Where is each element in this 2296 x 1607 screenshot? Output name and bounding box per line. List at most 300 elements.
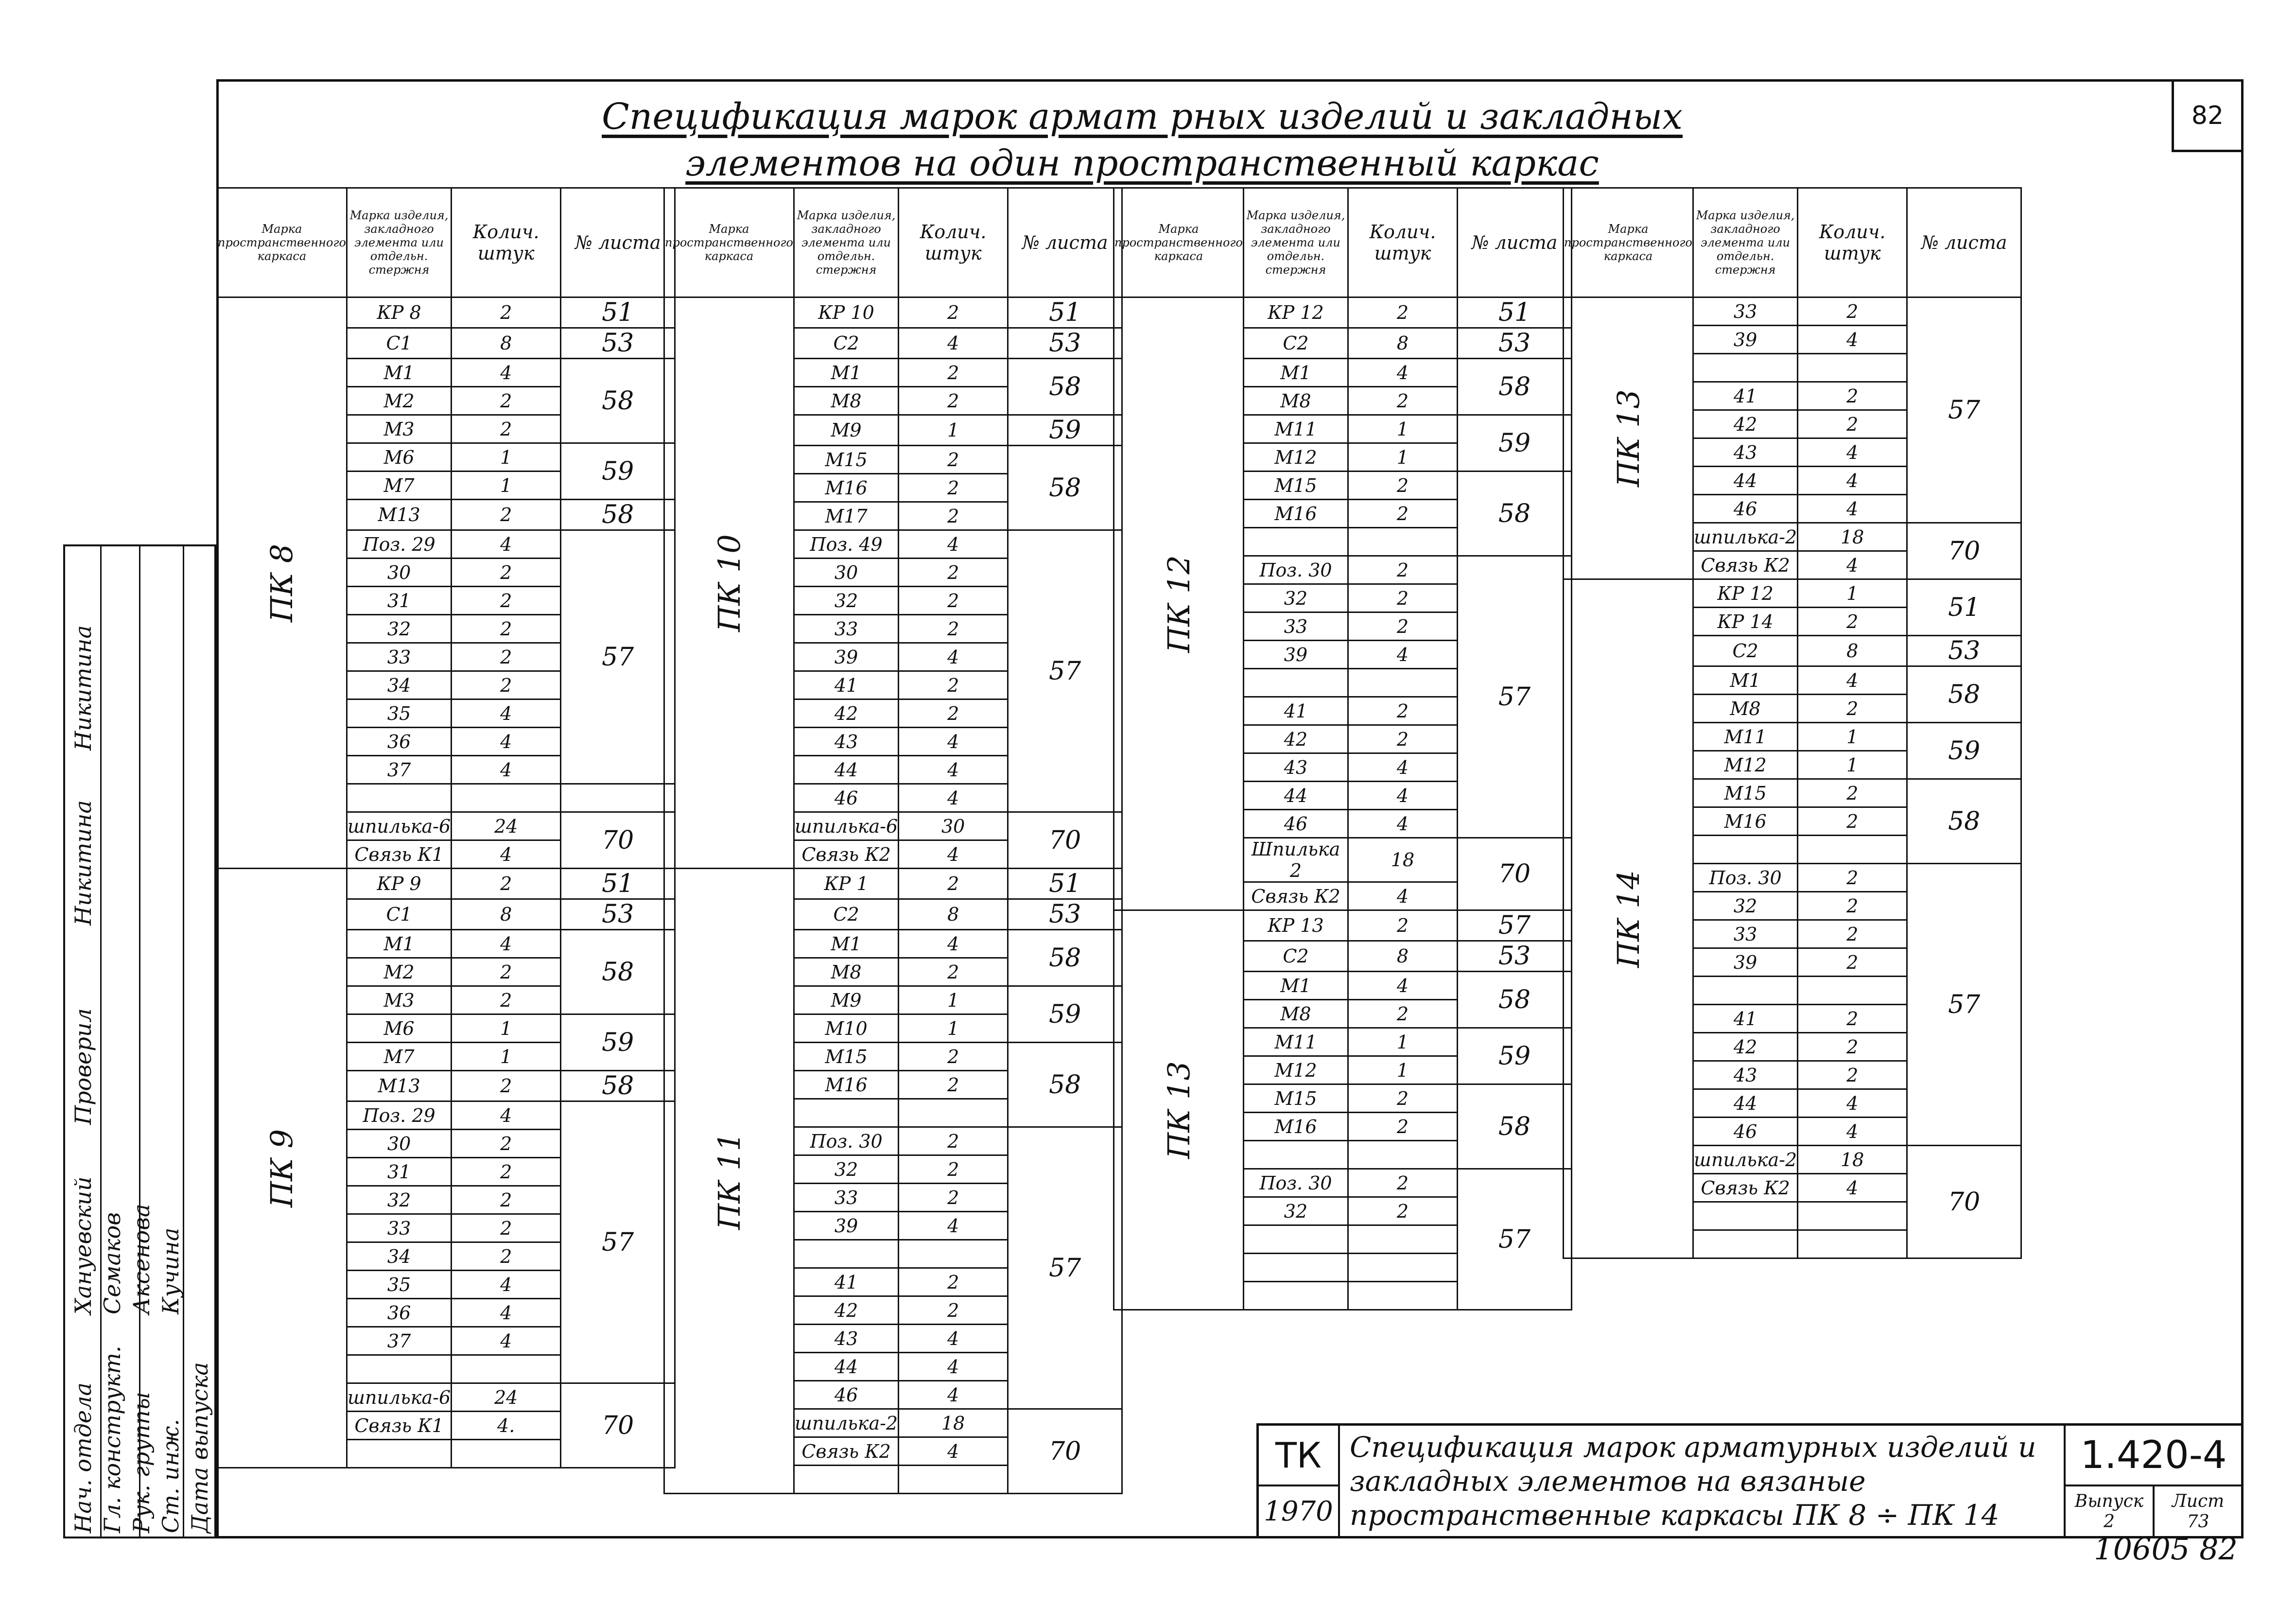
item-mark: 30 [347,1130,451,1158]
item-qty [1798,977,1907,1005]
item-mark: 35 [347,1271,451,1299]
item-qty: 2 [899,1043,1008,1071]
item-mark: 37 [347,1327,451,1355]
description-line-1: Спецификация марок арматурных изделий и [1350,1431,2036,1464]
header-marka-karkasa: Марка пространственного каркаса [1564,188,1693,297]
item-mark: 31 [347,1158,451,1186]
item-qty: 2 [1348,697,1457,725]
sheet-number: 57 [1907,864,2021,1146]
item-mark: Поз. 30 [1693,864,1797,892]
item-mark: 39 [1693,948,1797,977]
item-mark: М12 [1243,443,1348,472]
item-mark: Поз. 49 [794,530,898,559]
frame-mark-label: ПК 8 [264,543,300,622]
stamp-role-4: Ст. инж. [157,1419,184,1533]
item-qty: 4 [452,1299,561,1327]
sheet-number: 59 [1008,415,1122,446]
sheet-number: 53 [561,899,675,930]
item-qty: 2 [1798,382,1907,410]
item-qty: 2 [899,699,1008,728]
item-mark: 43 [1243,753,1348,782]
item-qty: 4 [452,359,561,387]
item-qty: 1 [899,415,1008,446]
sheet-number: 59 [561,443,675,500]
item-mark: 46 [1693,1118,1797,1146]
sheet-number: 70 [1008,812,1122,869]
item-qty: 2 [899,297,1008,328]
item-qty [1348,669,1457,697]
item-qty: 2 [899,671,1008,699]
item-mark: Поз. 30 [1243,556,1348,584]
item-qty: 2 [452,1071,561,1101]
item-mark: М9 [794,415,898,446]
stamp-role-2: Гл. конструкт. [99,1345,125,1533]
sheet-label: Лист [2172,1491,2225,1511]
item-qty [1348,1141,1457,1169]
item-mark: 46 [794,784,898,812]
item-mark: Поз. 29 [347,530,451,559]
item-qty: 2 [1348,910,1457,941]
item-mark: М11 [1693,723,1797,751]
item-qty: 1 [452,443,561,472]
item-mark: КР 12 [1693,579,1797,608]
frame-mark [1114,910,1244,1310]
sheet-number: 51 [561,297,675,328]
item-qty: 4 [899,643,1008,671]
item-qty: 2 [452,559,561,587]
sheet-number: 58 [1457,472,1571,556]
item-mark: С2 [794,328,898,359]
item-mark: М2 [347,387,451,415]
item-qty: 2 [899,1296,1008,1325]
item-qty: 18 [1348,838,1457,882]
sheet-number: 59 [1907,723,2021,779]
item-qty [1348,528,1457,556]
header-list: № листа [1457,188,1571,297]
frame-mark-label: ПК 11 [711,1132,747,1230]
spec-table-2 [663,187,1123,1494]
stamp-role-5: Дата выпуска [187,1362,213,1533]
item-qty: 2 [1348,584,1457,612]
item-qty: 2 [452,986,561,1014]
issue-value: 2 [2104,1511,2115,1532]
item-qty: 1 [899,986,1008,1014]
item-qty [1798,354,1907,382]
item-qty: 1 [1798,579,1907,608]
item-mark: С2 [1693,636,1797,666]
frame-mark [217,297,347,869]
item-qty: 8 [1348,328,1457,359]
item-mark: 39 [1693,326,1797,354]
item-qty: 8 [452,328,561,359]
sheet-number: 58 [1457,1084,1571,1169]
item-mark [1693,1202,1797,1230]
item-mark: М11 [1243,415,1348,443]
item-mark: М8 [794,958,898,986]
item-mark: 35 [347,699,451,728]
sheet-number: 57 [561,530,675,784]
item-mark: М15 [1243,472,1348,500]
item-mark: 43 [1693,438,1797,467]
item-mark: М8 [1243,1000,1348,1028]
item-qty: 4 [452,699,561,728]
header-list: № листа [1907,188,2021,297]
item-qty: 24 [452,812,561,840]
item-mark: М1 [794,359,898,387]
item-qty [899,1466,1008,1494]
frame-mark-label: ПК 14 [1610,870,1646,968]
sheet-number: 58 [1907,779,2021,864]
item-mark: М15 [794,446,898,474]
item-mark: М15 [794,1043,898,1071]
issue-cell [2066,1486,2155,1538]
item-qty: 24 [452,1383,561,1412]
item-qty: 2 [1798,779,1907,807]
page-title [486,93,1798,187]
item-mark: 34 [347,1242,451,1271]
item-qty: 4 [1798,1118,1907,1146]
item-qty: 4 [899,784,1008,812]
item-qty: 4 [452,1271,561,1299]
item-mark [1243,528,1348,556]
frame-mark-label: ПК 10 [711,534,747,632]
item-qty: 4 [452,930,561,958]
item-mark: 46 [794,1381,898,1409]
item-qty: 4 [452,756,561,784]
item-mark: М6 [347,443,451,472]
item-mark [347,784,451,812]
item-qty: 2 [1348,1000,1457,1028]
sheet-number: 57 [1457,1169,1571,1310]
item-qty: 2 [1798,608,1907,636]
item-qty [452,1440,561,1468]
item-qty: 2 [1798,695,1907,723]
item-qty: 4 [899,1353,1008,1381]
item-qty: 2 [1348,297,1457,328]
item-mark: 43 [794,1325,898,1353]
frame-mark [664,869,794,1494]
item-mark: 37 [347,756,451,784]
item-mark [1693,354,1797,382]
stamp-name-2: Семаков [99,1212,125,1314]
sheet-number: 70 [561,1383,675,1468]
item-qty [899,1240,1008,1268]
item-qty: 4. [452,1412,561,1440]
stamp-name-3: Аксенова [128,1204,155,1314]
item-mark: 33 [794,1184,898,1212]
item-mark: М16 [794,474,898,502]
item-mark: 31 [347,587,451,615]
item-mark: 32 [347,1186,451,1214]
item-qty: 4 [452,840,561,869]
item-mark: С1 [347,899,451,930]
item-qty: 4 [1798,495,1907,523]
sheet-number: 58 [1008,930,1122,986]
item-qty: 4 [1798,1089,1907,1118]
sheet-number: 70 [1907,1146,2021,1258]
item-mark: Поз. 30 [1243,1169,1348,1197]
item-mark: 44 [794,756,898,784]
item-qty: 4 [1798,666,1907,695]
sheet-number: 58 [561,500,675,530]
item-mark: 32 [1243,584,1348,612]
item-qty: 8 [899,899,1008,930]
item-mark: 42 [1693,410,1797,438]
item-qty [1798,1202,1907,1230]
item-qty: 2 [452,1130,561,1158]
item-qty: 4 [899,756,1008,784]
item-qty: 4 [1348,810,1457,838]
item-mark: шпилька-6 [347,812,451,840]
item-qty: 2 [1348,1169,1457,1197]
item-mark: 41 [1693,382,1797,410]
item-mark: КР 13 [1243,910,1348,941]
item-qty: 2 [1798,1005,1907,1033]
item-mark: 32 [347,615,451,643]
item-mark: Шпилька 2 [1243,838,1348,882]
item-qty: 1 [899,1014,1008,1043]
header-kolich: Колич. штук [1348,188,1457,297]
item-qty: 2 [452,500,561,530]
item-mark: 42 [1243,725,1348,753]
series-code: 1.420-4 [2066,1426,2244,1486]
item-mark: 46 [1243,810,1348,838]
item-mark [1243,1225,1348,1254]
item-qty: 4 [899,840,1008,869]
item-qty: 2 [452,415,561,443]
item-qty: 8 [452,899,561,930]
item-mark [1243,669,1348,697]
table-row [664,297,1122,328]
frame-mark-label: ПК 13 [1610,389,1646,487]
sheet-number: 58 [1008,1043,1122,1127]
description [1340,1426,2066,1538]
item-qty: 2 [452,958,561,986]
item-qty: 2 [1798,892,1907,920]
header-marka-izdeliya: Марка изделия, закладного элемента или отдельн. стержня [1243,188,1348,297]
stamp-role-1: Нач. отдела [70,1382,96,1533]
item-qty: 4 [1348,359,1457,387]
item-qty: 2 [899,1268,1008,1296]
item-mark: М8 [794,387,898,415]
item-mark [347,1440,451,1468]
frame-mark [1564,579,1693,1258]
item-mark: шпилька-6 [794,812,898,840]
item-mark: 46 [1693,495,1797,523]
item-mark: М16 [1693,807,1797,836]
sheet-number: 53 [1457,941,1571,972]
sheet-number: 70 [1457,838,1571,910]
sheet-number: 51 [1008,869,1122,899]
item-qty: 4 [1798,467,1907,495]
table-row [1564,297,2021,326]
header-marka-izdeliya: Марка изделия, закладного элемента или отдельн. стержня [794,188,898,297]
sheet-number: 58 [561,1071,675,1101]
table-row [1564,579,2021,608]
item-qty: 4 [899,930,1008,958]
item-qty: 2 [1798,864,1907,892]
stamp-name-5: Никитина [70,800,96,926]
item-mark: М1 [347,930,451,958]
item-qty: 4 [899,1437,1008,1466]
description-line-3: пространственные каркасы ПК 8 ÷ ПК 14 [1350,1499,2000,1532]
frame-mark [217,869,347,1468]
sheet-number: 51 [561,869,675,899]
item-qty: 4 [1348,753,1457,782]
sheet-number: 70 [561,812,675,869]
item-qty [899,1099,1008,1127]
item-qty [1348,1254,1457,1282]
item-mark: М2 [347,958,451,986]
item-mark: М12 [1243,1056,1348,1084]
item-qty [1348,1225,1457,1254]
item-mark: 34 [347,671,451,699]
sheet-number: 59 [1008,986,1122,1043]
item-mark: 41 [794,1268,898,1296]
sheet-number: 53 [1008,328,1122,359]
item-mark: 33 [347,1214,451,1242]
item-mark: М1 [1693,666,1797,695]
item-qty: 1 [1798,723,1907,751]
page-number: 82 [2172,79,2244,152]
item-mark: 41 [1243,697,1348,725]
item-qty: 2 [1348,500,1457,528]
spec-table-3 [1113,187,1572,1310]
item-mark: 44 [1693,467,1797,495]
item-mark: М3 [347,986,451,1014]
header-marka-karkasa: Марка пространственного каркаса [1114,188,1244,297]
item-mark: 36 [347,1299,451,1327]
sheet-number: 51 [1907,579,2021,636]
item-qty: 2 [1798,410,1907,438]
item-qty: 1 [1348,1028,1457,1056]
item-qty: 2 [452,643,561,671]
item-qty: 2 [899,359,1008,387]
item-mark: М7 [347,472,451,500]
sheet-cell [2155,1486,2244,1538]
item-qty: 2 [452,297,561,328]
header-marka-izdeliya: Марка изделия, закладного элемента или отдельн. стержня [1693,188,1797,297]
item-qty: 4 [452,1327,561,1355]
item-qty: 2 [1348,1197,1457,1225]
sheet-number: 57 [1907,297,2021,523]
item-mark: Связь К1 [347,1412,451,1440]
item-mark: Связь К2 [794,1437,898,1466]
sheet-number: 53 [1907,636,2021,666]
item-mark: М17 [794,502,898,530]
item-qty: 30 [899,812,1008,840]
title-line-2: элементов на один пространственный каркас [685,142,1599,184]
item-qty [1798,836,1907,864]
item-mark: М1 [1243,972,1348,1000]
sheet-number: 57 [561,1101,675,1383]
item-mark: 44 [794,1353,898,1381]
item-qty: 2 [1798,297,1907,326]
item-mark: М16 [794,1071,898,1099]
item-mark: 32 [794,587,898,615]
frame-mark [1564,297,1693,579]
item-qty: 4 [899,530,1008,559]
item-mark: Связь К2 [794,840,898,869]
item-qty: 4 [899,1381,1008,1409]
item-mark: М13 [347,1071,451,1101]
item-qty: 18 [1798,523,1907,551]
item-mark: 33 [1693,297,1797,326]
item-qty: 2 [1798,1033,1907,1061]
sheet-number: 53 [1457,328,1571,359]
item-mark: Связь К1 [347,840,451,869]
stamp-name-1: Хануевский [70,1176,96,1314]
sheet-number: 58 [1457,972,1571,1028]
item-mark: 32 [1693,892,1797,920]
item-qty: 2 [1798,948,1907,977]
title-line-1: Спецификация марок армат рных изделий и закладных [602,96,1683,138]
header-marka-karkasa: Марка пространственного каркаса [664,188,794,297]
item-mark: Связь К2 [1243,882,1348,910]
item-mark: М8 [1243,387,1348,415]
item-qty: 2 [1798,1061,1907,1089]
sheet-number: 58 [1907,666,2021,723]
item-mark: М15 [1693,779,1797,807]
stamp-checked: Проверил [70,1008,96,1125]
item-qty: 4 [1798,1174,1907,1202]
item-mark: М1 [1243,359,1348,387]
frame-mark [664,297,794,869]
sheet-number: 70 [1008,1409,1122,1494]
item-qty: 4 [899,328,1008,359]
description-line-2: закладных элементов на вязаные [1350,1465,1866,1498]
sheet-number: 51 [1008,297,1122,328]
item-mark [1243,1282,1348,1310]
item-mark: М15 [1243,1084,1348,1113]
item-qty: 4 [452,728,561,756]
item-qty: 4 [452,530,561,559]
item-qty: 2 [1798,920,1907,948]
item-qty: 2 [899,869,1008,899]
item-mark: 32 [794,1155,898,1184]
item-mark: Связь К2 [1693,1174,1797,1202]
item-mark: М7 [347,1043,451,1071]
item-qty: 2 [1348,612,1457,641]
item-mark: 39 [1243,641,1348,669]
item-qty: 2 [899,1184,1008,1212]
table-row [1114,910,1572,941]
item-qty: 2 [899,1127,1008,1155]
item-mark: М8 [1693,695,1797,723]
item-qty: 18 [899,1409,1008,1437]
item-qty: 4 [899,728,1008,756]
sheet-number [561,784,675,812]
item-mark: 41 [794,671,898,699]
item-mark: М16 [1243,1113,1348,1141]
item-mark: 36 [347,728,451,756]
item-mark: С2 [794,899,898,930]
table-row [217,869,675,899]
item-mark: 33 [347,643,451,671]
item-qty: 2 [1348,472,1457,500]
item-qty: 2 [899,615,1008,643]
sheet-number: 57 [1008,530,1122,812]
item-qty: 4 [1798,438,1907,467]
item-mark: М12 [1693,751,1797,779]
item-mark [794,1466,898,1494]
sheet-number: 59 [1457,415,1571,472]
stamp-name-6: Никитина [70,625,96,751]
item-mark [1243,1254,1348,1282]
item-qty: 2 [1348,387,1457,415]
approval-stamp [63,544,216,1538]
item-mark: шпилька-2 [1693,1146,1797,1174]
